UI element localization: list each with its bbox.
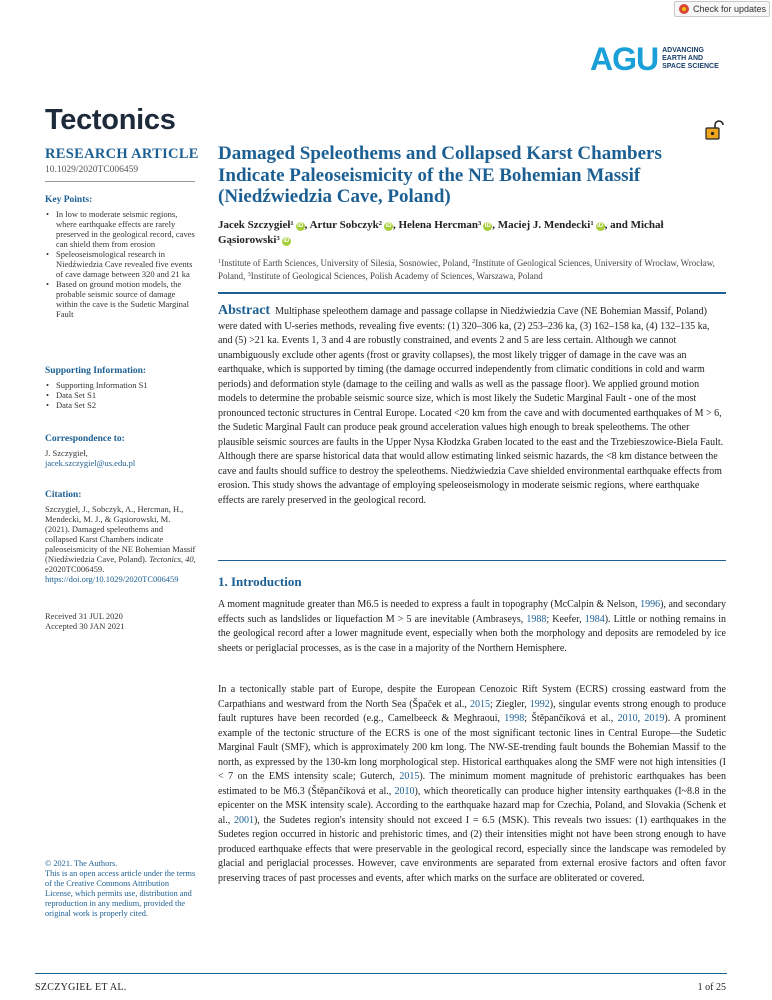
abstract (218, 304, 726, 508)
paragraph-text: ), and secondary effects such as landslides or liquefaction M > 5 are inevitable (Ambraseys, (218, 599, 726, 625)
correspondence-section (45, 434, 197, 468)
reference-link[interactable]: 1996 (640, 599, 661, 610)
reference-link[interactable]: 2015 (399, 771, 420, 782)
crossmark-icon (679, 4, 689, 14)
title-divider (218, 292, 726, 294)
supporting-info-list (45, 380, 197, 410)
list-item: • Based on ground motion models, the probable seismic source of damage within the cave is the Sudetic Marginal Fault (45, 279, 197, 319)
affiliation: Institute of Earth Sciences, University of Silesia, Sosnowiec, Poland, (221, 258, 472, 268)
affiliation-number: 2 (471, 258, 476, 265)
orcid-icon[interactable]: iD (283, 238, 290, 244)
received-date: Received 31 JUL 2020 (45, 611, 123, 621)
intro-paragraph-2 (218, 683, 726, 886)
reference-link[interactable]: 1984 (584, 613, 605, 625)
list-item[interactable]: • Data Set S1 (45, 390, 197, 400)
agu-logo-word: AGU (590, 41, 659, 77)
reference-link[interactable]: 2015 (469, 698, 490, 710)
agu-logo (590, 41, 719, 77)
copyright-notice (45, 859, 197, 919)
reference-link[interactable]: 2001 (233, 814, 254, 826)
reference-link[interactable]: 2010 (394, 785, 415, 797)
paragraph-text: ), which theoretically can produce higher intensity earthquakes (I~8.8 in the epicenter on the MSK intensity scale). According to the earthquake hazard map for Czechia, Poland, and Slovakia (Schenk et al., (218, 785, 726, 826)
abstract-heading: Abstract (218, 303, 271, 318)
citation-article-number: , e2020TC006459. (45, 554, 196, 574)
correspondence-name: J. Szczygieł, (45, 448, 88, 458)
affiliations (218, 257, 726, 283)
author-name[interactable]: Jacek Szczygieł$^1$ (218, 219, 294, 231)
supporting-info-heading: Supporting Information: (45, 366, 147, 376)
doi: 10.1029/2020TC006459 (45, 165, 139, 175)
reference-link[interactable]: 1988 (526, 613, 547, 625)
citation-text (45, 504, 197, 584)
copyright-line: © 2021. The Authors. (45, 859, 118, 868)
correspondence-heading: Correspondence to: (45, 434, 125, 444)
orcid-icon[interactable]: iD (484, 223, 491, 229)
orcid-icon[interactable]: iD (385, 223, 392, 229)
affiliation: Institute of Geological Sciences, University of Wrocław, Wrocław, Poland, (218, 258, 715, 281)
orcid-icon[interactable]: iD (297, 223, 304, 229)
affiliation-number: 3 (247, 271, 251, 278)
author-list: Jacek Szczygieł$^1$ iD , Artur Sobczyk$^2$ iD , Helena Hercman$^3$ iD , Maciej J. Mendecki$^1$ iD , and Michał Gąsiorowski$^3$ iD (218, 219, 664, 246)
agu-logo-tagline (662, 47, 719, 71)
paragraph-text: ). The minimum moment magnitude of prehistoric earthquakes has been estimated to be M6.3 (Štěpančíková et al., (218, 771, 726, 797)
reference-link[interactable]: 2010 (617, 713, 638, 724)
footer-divider (35, 973, 727, 974)
list-item[interactable]: • Data Set S2 (45, 400, 197, 410)
citation-section (45, 490, 197, 584)
paragraph-text: ), singular events strong enough to produce fault ruptures have been recorded (e.g., Camelbeeck & Meghraoui, (218, 698, 726, 724)
reference-link[interactable]: 1998 (504, 713, 525, 724)
list-item: • In low to moderate seismic regions, where earthquake effects are rarely preserved in the geological record, caves can shield them from erosion (45, 209, 197, 249)
abstract-text: Multiphase speleothem damage and passage collapse in Niedźwiedzia Cave (NE Bohemian Massif, Poland) were dated with U-series methods, revealing five events: (1) 320–306 ka, (2) 253–236 ka, (3) 162–158 ka, (4) 132–135 ka, and (5) >21 ka. Events 1, 3 and 4 are robustly constrained, and events 2 and 5 are less certain. Although we cannot unambiguously exclude other agents (frost or gravity collapses), the most likely trigger of damage in the cave was an earthquake, which is supported by timing (the damage occurred independently from climatic conditions in cold and warm periods) and deformation style (damage to the ceiling and walls as well as the passage floor). We applied ground motion models to determine the probable seismic source size, which is most likely the Sudetic Marginal Fault - one of the most pronounced tectonic structures in Central Europe. Located <20 km from the cave and with documented earthquakes of M > 6, the Sudetic Marginal Fault can produce peak ground acceleration values high enough to break speleothems. The other plausible seismic sources are faults in the Upper Nysa Kłodzka Graben located to the east and the Trzebieszowice-Biela Fault. Although there are sparse historical data that would allow estimating linked seismic hazards, the <8 km distance between the cave and faults should suffice to destroy the speleothems. Niedźwiedzia Cave shielded environmental earthquake effects from erosion. This study shows the advantage of employing speleoseismology in moderate seismic regions, where earthquake effects are rarely preserved in the geological record. (218, 306, 724, 506)
dates-section (45, 611, 197, 631)
list-item[interactable]: • Supporting Information S1 (45, 380, 197, 390)
article-title: Damaged Speleothems and Collapsed Karst Chambers Indicate Paleoseismicity of the NE Bohemian Massif (Niedźwiedzia Cave, Poland) (218, 143, 662, 207)
open-access-lock-icon (703, 119, 727, 143)
footer-authors: SZCZYGIEŁ ET AL. (35, 982, 127, 993)
reference-link[interactable]: 1992 (529, 698, 550, 710)
accepted-date: Accepted 30 JAN 2021 (45, 621, 125, 631)
affiliation-number: 1 (218, 258, 222, 265)
author-name[interactable]: Helena Hercman$^3$ (398, 219, 482, 231)
sidebar-divider (45, 181, 195, 182)
affiliation: Institute of Geological Sciences, Polish Academy of Sciences, Warszawa, Poland (250, 271, 543, 281)
paragraph-text: In a tectonically stable part of Europe, despite the European Cenozoic Rift System (ECRS) crossing eastward from the Carpathians and westward from the North Sea (Špaček et al., (218, 684, 726, 710)
paragraph-text: ; Štěpančíková et al., (524, 713, 618, 724)
supporting-info-section (45, 366, 197, 410)
correspondence-email-link[interactable]: jacek.szczygiel@us.edu.pl (45, 458, 136, 468)
journal-name: Tectonics (45, 104, 176, 136)
key-points-heading: Key Points: (45, 195, 93, 205)
check-for-updates-label: Check for updates (693, 4, 767, 14)
citation-body: Szczygieł, J., Sobczyk, A., Hercman, H., Mendecki, M. J., & Gąsiorowski, M. (2021). Damaged speleothems and collapsed Karst Chambers indicate paleoseismicity of the NE Bohemian Massif (Niedźwiedzia Cave, Poland). (45, 504, 196, 564)
citation-journal: Tectonics, 40 (149, 554, 194, 564)
key-points-list (45, 209, 197, 319)
agu-tagline-line: SPACE SCIENCE (662, 63, 719, 70)
paragraph-text: A moment magnitude greater than M6.5 is needed to express a fault in topography (McCalpin & Nelson, (218, 599, 641, 610)
paragraph-text: ; Ziegler, (489, 698, 530, 710)
article-type: RESEARCH ARTICLE (45, 146, 199, 162)
author-name[interactable]: Artur Sobczyk$^2$ (309, 219, 382, 231)
citation-doi-link[interactable]: https://doi.org/10.1029/2020TC006459 (45, 574, 179, 584)
paragraph-text: ). Little or nothing remains in the geological record after a lower magnitude event, especially when both the morphology and deposits are remodeled by ice sheets or periglacial processes, as is the case in a majority of the Northern Hemisphere. (218, 613, 726, 654)
section-divider (218, 560, 726, 561)
section-heading-introduction: 1. Introduction (218, 574, 302, 589)
paragraph-text: , (637, 713, 645, 724)
intro-paragraph-1 (218, 598, 726, 656)
agu-tagline-line: EARTH AND (662, 55, 704, 62)
orcid-icon[interactable]: iD (597, 223, 604, 229)
license-text: This is an open access article under the terms of the Creative Commons Attribution License, which permits use, distribution and reproduction in any medium, provided the original work is properly cited. (45, 869, 196, 918)
author-name[interactable]: Michał Gąsiorowski$^3$ (218, 219, 664, 246)
key-points-section (45, 195, 197, 319)
paragraph-text: ). A prominent example of the tectonic structure of the ECRS is one of the most significant tectonic lines in Central Europe—the Sudetic Marginal Fault (SMF), which is approximately 200 km long. The NW-SE-trending fault bounds the Bohemian Massif to the north, as expressed by the 130-km long morphological step. Historical earthquakes along the SMF were not high intensities (I < 7 on the EMS intensity scale; Guterch, (218, 713, 726, 782)
reference-link[interactable]: 2019 (644, 713, 665, 724)
page-number: 1 of 25 (697, 982, 726, 993)
citation-heading: Citation: (45, 490, 82, 500)
paragraph-text: ; Keefer, (546, 613, 585, 625)
author-name[interactable]: Maciej J. Mendecki$^1$ (497, 219, 594, 231)
paragraph-text: ), the Sudetes region's intensity should not exceed I = 6.5 (MSK). This reveals two issues: (1) earthquakes in the Sudetes region occurred in historic and prehistoric times, and (2) their intensities might not have been strong enough to have produced earthquake effects that were preservable in the geological record, especially since the landscape was remodeled by glacial and periglacial processes. However, cave environments are separated from external erosive factors and often favor preserving traces of past processes and events, after which marks on the surface are obliterated or covered. (218, 814, 727, 884)
check-for-updates-button[interactable] (674, 1, 770, 17)
list-item: • Speleoseismological research in Niedźwiedzia Cave revealed five events of cave damage between 320 and 21 ka (45, 249, 197, 279)
agu-tagline-line: ADVANCING (662, 47, 704, 54)
